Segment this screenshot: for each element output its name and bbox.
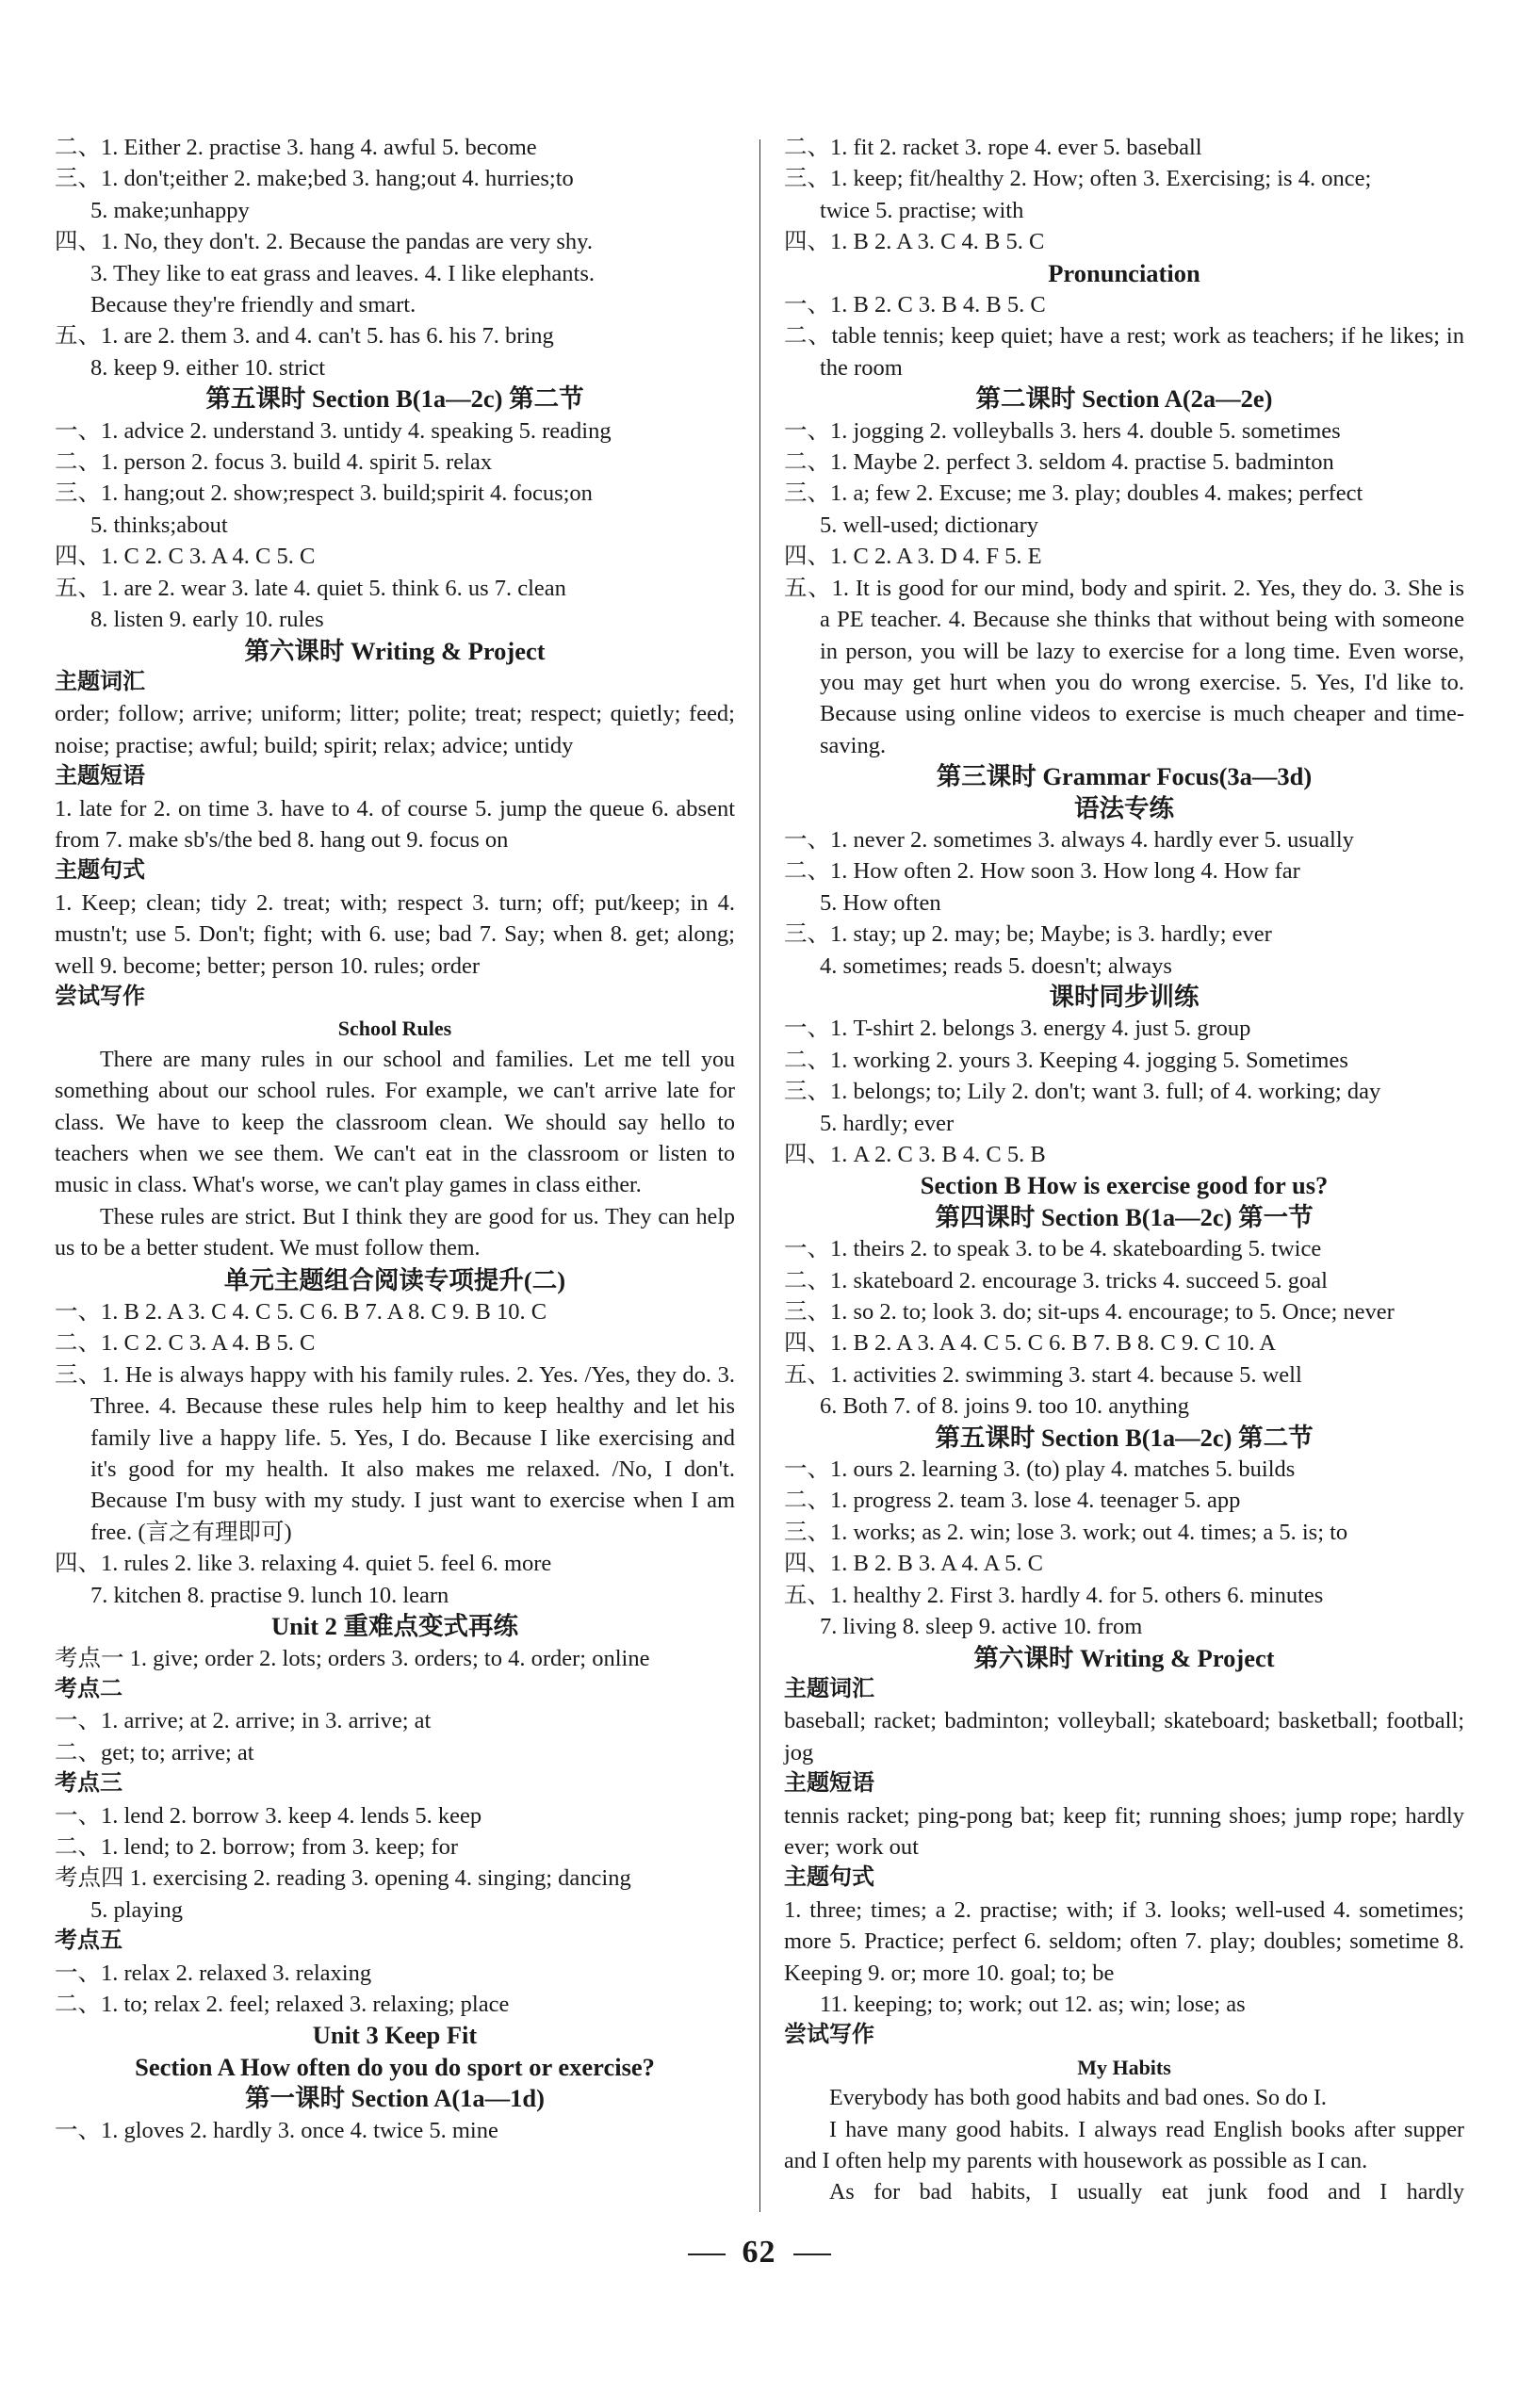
answer-line: 四、1. A 2. C 3. B 4. C 5. B [784,1142,1046,1167]
answer-line: 一、1. T-shirt 2. belongs 3. energy 4. just 5. group [784,1016,1251,1042]
subsection-label: 考点二 [55,1676,122,1701]
answer-line: 一、1. gloves 2. hardly 3. once 4. twice 5. mine [55,2117,498,2143]
answer-line: 8. keep 9. either 10. strict [90,354,326,381]
subsection-label: 尝试写作 [55,984,145,1009]
subsection-label: 主题短语 [784,1771,874,1797]
answer-line: 一、1. jogging 2. volleyballs 3. hers 4. double 5. sometimes [784,417,1341,444]
answer-line: 5. well-used; dictionary [820,512,1039,538]
answer-line: 二、1. lend; to 2. borrow; from 3. keep; for [55,1833,458,1860]
answer-line: 五、1. are 2. wear 3. late 4. quiet 5. think 6. us 7. clean [55,575,566,601]
answer-line: 四、1. C 2. A 3. D 4. F 5. E [784,544,1042,570]
answer-line: 三、1. belongs; to; Lily 2. don't; want 3. full; of 4. working; day [784,1079,1381,1105]
answer-line: 二、get; to; arrive; at [55,1739,254,1765]
answer-line: 一、1. relax 2. relaxed 3. relaxing [55,1960,372,1986]
section-heading: 语法专练 [1074,793,1174,822]
answer-line: 二、1. to; relax 2. feel; relaxed 3. relaxing; place [55,1991,510,2017]
answer-line: 5. hardly; ever [820,1110,955,1136]
subsection-label: 主题词汇 [784,1676,874,1701]
section-heading: 第三课时 Grammar Focus(3a—3d) [936,762,1313,791]
essay-paragraph: I have many good habits. I always read English books after supper and I often help my parents with housework as possible as I can. [784,2117,1464,2173]
essay-paragraph: There are many rules in our school and families. Let me tell you something about our school rules. For example, we can't arrive late for class. We have to keep the classroom clean. We should say hello to teachers when we see them. We can't eat in the classroom or listen to music in class. What's worse, we can't play games in class either. [55,1047,735,1198]
section-heading: 第二课时 Section A(2a—2e) [975,384,1273,414]
answer-line: 一、1. lend 2. borrow 3. keep 4. lends 5. keep [55,1802,482,1829]
subsection-label: 考点五 [55,1928,122,1954]
answer-line: 四、1. rules 2. like 3. relaxing 4. quiet 5. feel 6. more [55,1551,552,1577]
answer-line: 二、1. C 2. C 3. A 4. B 5. C [55,1330,316,1357]
answer-line: 二、1. Either 2. practise 3. hang 4. awful 5. become [55,135,537,160]
answer-line: 二、1. Maybe 2. perfect 3. seldom 4. practise 5. badminton [784,449,1334,476]
section-heading: Pronunciation [1048,258,1200,287]
answer-line: 三、1. a; few 2. Excuse; me 3. play; doubles 4. makes; perfect [784,480,1363,507]
section-heading: 第五课时 Section B(1a—2c) 第二节 [205,384,584,414]
answer-line: 3. They like to eat grass and leaves. 4. I like elephants. [90,260,595,286]
answer-block: baseball; racket; badminton; volleyball; skateboard; basketball; football; jog [784,1708,1464,1765]
section-heading: Section A How often do you do sport or exercise? [135,2052,655,2081]
answer-line: 5. playing [90,1896,183,1923]
answer-block: 五、1. It is good for our mind, body and spirit. 2. Yes, they do. 3. She is a PE teacher. 4. Because she thinks that without being with someone in person, you will be lazy to exercise for a long time. Even worse, you may get hurt when you do wrong exercise. 5. Yes, I'd like to. Because using online videos to exercise is much cheaper and time-saving. [784,575,1464,758]
answer-line: 二、1. skateboard 2. encourage 3. tricks 4. succeed 5. goal [784,1267,1328,1293]
section-heading: Unit 3 Keep Fit [312,2021,478,2050]
answer-line: 四、1. B 2. B 3. A 4. A 5. C [784,1551,1044,1577]
answer-block: tennis racket; ping-pong bat; keep fit; running shoes; jump rope; hardly ever; work out [784,1802,1464,1860]
subsection-label: 考点三 [55,1771,122,1797]
answer-line: 二、1. person 2. focus 3. build 4. spirit 5. relax [55,449,493,476]
answer-line: 二、1. fit 2. racket 3. rope 4. ever 5. baseball [784,135,1202,160]
section-heading: 第四课时 Section B(1a—2c) 第一节 [935,1202,1314,1231]
answer-block: 1. Keep; clean; tidy 2. treat; with; respect 3. turn; off; put/keep; in 4. mustn't; use 5. Don't; fight; with 6. use; bad 7. Say; when 8. get; along; well 9. become; better; person 10. rules; order [55,889,735,979]
answer-line: 四、1. B 2. A 3. A 4. C 5. C 6. B 7. B 8. C 9. C 10. A [784,1330,1277,1357]
answer-block: 1. three; times; a 2. practise; with; if 3. looks; well-used 4. sometimes; more 5. Practice; perfect 6. seldom; often 7. play; doubles; sometime 8. Keeping 9. or; more 10. goal; to; be [784,1896,1464,1986]
answer-line: 三、1. stay; up 2. may; be; Maybe; is 3. hardly; ever [784,921,1272,948]
answer-block: 1. late for 2. on time 3. have to 4. of course 5. jump the queue 6. absent from 7. make sb's/the bed 8. hang out 9. focus on [55,795,735,853]
essay-title: My Habits [1077,2055,1171,2079]
answer-line: 一、1. never 2. sometimes 3. always 4. hardly ever 5. usually [784,826,1354,853]
answer-line: twice 5. practise; with [820,197,1024,223]
answer-line: 二、1. progress 2. team 3. lose 4. teenager 5. app [784,1488,1241,1514]
answer-line: 五、1. activities 2. swimming 3. start 4. because 5. well [784,1361,1302,1388]
subsection-label: 主题词汇 [55,669,145,694]
section-heading: 第五课时 Section B(1a—2c) 第二节 [935,1423,1314,1452]
answer-line: 三、1. hang;out 2. show;respect 3. build;spirit 4. focus;on [55,480,593,507]
answer-line: Because they're friendly and smart. [90,292,416,318]
answer-block: 三、1. so 2. to; look 3. do; sit-ups 4. encourage; to 5. Once; never [784,1299,1395,1326]
left-column [55,132,735,2146]
answer-line: 一、1. arrive; at 2. arrive; in 3. arrive; at [55,1708,432,1734]
answer-line: 二、1. working 2. yours 3. Keeping 4. jogging 5. Sometimes [784,1047,1348,1073]
answer-line: 4. sometimes; reads 5. doesn't; always [820,952,1172,979]
answer-line: 一、1. ours 2. learning 3. (to) play 4. matches 5. builds [784,1456,1296,1483]
answer-line: 考点四 1. exercising 2. reading 3. opening 4. singing; dancing [55,1865,631,1892]
section-heading: 单元主题组合阅读专项提升(二) [223,1265,566,1294]
answer-line: 6. Both 7. of 8. joins 9. too 10. anything [820,1393,1189,1420]
answer-line: 三、1. works; as 2. win; lose 3. work; out 4. times; a 5. is; to [784,1519,1348,1545]
section-heading: Unit 2 重难点变式再练 [270,1612,519,1641]
answer-line: 5. make;unhappy [90,197,250,223]
answer-line: 8. listen 9. early 10. rules [90,607,324,633]
essay-paragraph: As for bad habits, I usually eat junk food and I hardly [829,2180,1464,2205]
essay-paragraph: These rules are strict. But I think they are good for us. They can help us to be a better student. We must follow them. [55,1204,735,1261]
essay-paragraph: Everybody has both good habits and bad ones. So do I. [829,2086,1327,2111]
answer-line: 二、1. How often 2. How soon 3. How long 4. How far [784,858,1300,885]
answer-line: 四、1. C 2. C 3. A 4. C 5. C [55,544,316,570]
answer-line: 11. keeping; to; work; out 12. as; win; lose; as [820,1991,1246,2017]
answer-line: 四、1. No, they don't. 2. Because the pandas are very shy. [55,229,593,255]
answer-line: 一、1. advice 2. understand 3. untidy 4. speaking 5. reading [55,417,612,444]
answer-line: 四、1. B 2. A 3. C 4. B 5. C [784,229,1045,255]
subsection-label: 主题短语 [55,764,145,789]
answer-line: 一、1. B 2. A 3. C 4. C 5. C 6. B 7. A 8. C 9. B 10. C [55,1299,547,1326]
answer-line: 一、1. B 2. C 3. B 4. B 5. C [784,292,1046,318]
subsection-label: 尝试写作 [784,2023,874,2048]
subsection-label: 主题句式 [55,858,145,884]
answer-block: 考点一 1. give; order 2. lots; orders 3. orders; to 4. order; online [55,1645,650,1671]
section-heading: 第一课时 Section A(1a—1d) [245,2084,545,2113]
section-heading: Section B How is exercise good for us? [920,1171,1329,1200]
subsection-label: 主题句式 [784,1865,874,1891]
right-column [784,132,1464,2209]
answer-block: 二、table tennis; keep quiet; have a rest; work as teachers; if he likes; in the room [784,323,1464,381]
section-heading: 第六课时 Writing & Project [973,1643,1275,1672]
answer-line: 三、1. keep; fit/healthy 2. How; often 3. Exercising; is 4. once; [784,166,1372,192]
answer-line: 7. kitchen 8. practise 9. lunch 10. learn [90,1582,449,1608]
answer-line: 5. How often [820,889,941,916]
answer-line: 三、1. don't;either 2. make;bed 3. hang;out 4. hurries;to [55,166,574,192]
answer-block: 三、1. He is always happy with his family rules. 2. Yes. /Yes, they do. 3. Three. 4. Because these rules help him to keep healthy and let his family live a happy life. 5. Yes, I do. Because I like exercising and it's good for my health. It also makes me relaxed. /No, I don't. Because I'm busy with my study. I just want to exercise when I am free. (言之有理即可) [55,1361,735,1545]
section-heading: 第六课时 Writing & Project [244,636,546,665]
essay-title: School Rules [337,1017,452,1041]
section-heading: 课时同步训练 [1049,982,1200,1011]
answer-line: 五、1. are 2. them 3. and 4. can't 5. has 6. his 7. bring [55,323,554,350]
answer-line: 五、1. healthy 2. First 3. hardly 4. for 5. others 6. minutes [784,1582,1324,1608]
column-divider [759,139,760,2212]
answer-block: order; follow; arrive; uniform; litter; polite; treat; respect; quietly; feed; noise; practise; awful; build; spirit; relax; advice; untidy [55,701,735,758]
answer-line: 5. thinks;about [90,512,228,538]
page-number: 62 [0,2235,1518,2270]
answer-line: 一、1. theirs 2. to speak 3. to be 4. skateboarding 5. twice [784,1236,1322,1262]
answer-line: 7. living 8. sleep 9. active 10. from [820,1614,1143,1640]
